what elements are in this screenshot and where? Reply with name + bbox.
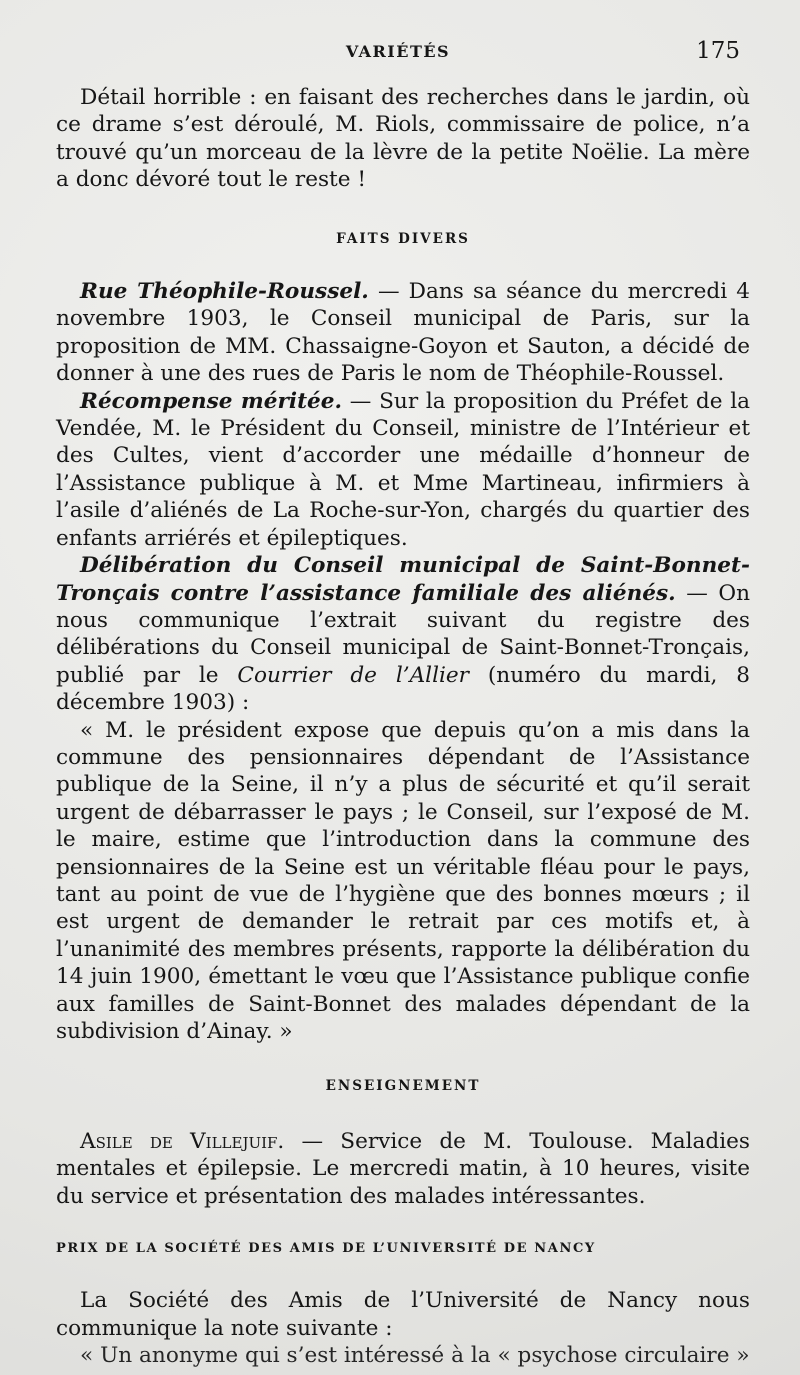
page-number: 175 xyxy=(696,38,740,64)
news-item-text: — Sur la proposition du Préfet de la Vendée, M. le Président du Conseil, ministre de l’Intérieur et des Cultes, vient d’accorder une médaille d’honneur de l’Assistance publique à M. et Mme Martineau, infirmiers à l’asile d’aliénés de La Roche-sur-Yon, chargés du quartier des enfants arriérés et épileptiques. xyxy=(56,388,750,551)
section-heading-faits-divers: FAITS DIVERS xyxy=(336,230,470,247)
enseignement-paragraph xyxy=(56,1128,750,1210)
running-title: VARIÉTÉS xyxy=(345,42,451,61)
news-item-title: Délibération du Conseil municipal de Saint-Bonnet-Tronçais contre l’assistance familiale des aliénés. xyxy=(56,553,750,606)
news-item-text: — Dans sa séance du mercredi 4 novembre 1903, le Conseil municipal de Paris, sur la proposition de MM. Chassaigne-Goyon et Sauton, a décidé de donner à une des rues de Paris le nom de Théophile-Roussel. xyxy=(56,279,750,387)
enseignement-lead: Asile de Villejuif. xyxy=(80,1128,285,1154)
news-item-recompense-meritee xyxy=(56,388,750,552)
journal-title: Courrier de l’Allier xyxy=(237,662,470,688)
news-item-deliberation xyxy=(56,552,750,716)
page-body xyxy=(56,84,750,1370)
enseignement-text: — Service de M. Toulouse. Maladies mentales et épilepsie. Le mercredi matin, à 10 heures, visite du service et présentation des malades intéressantes. xyxy=(56,1128,751,1209)
section-heading-enseignement: ENSEIGNEMENT xyxy=(325,1078,481,1095)
news-item-rue-theophile-roussel xyxy=(56,278,750,388)
intro-paragraph: Détail horrible : en faisant des recherches dans le jardin, où ce drame s’est déroulé, M. Riols, commissaire de police, n’a trouvé qu’un morceau de la lèvre de la petite Noëlie. La mère a donc dévoré tout le reste ! xyxy=(56,85,750,193)
news-item-title: Rue Théophile-Roussel. xyxy=(80,279,369,305)
news-item-text-end: (numéro du mardi, 8 décembre 1903) : xyxy=(56,662,750,716)
prix-quote-start: « Un anonyme qui s’est intéressé à la « psychose circulaire » xyxy=(80,1343,750,1369)
section-heading-prix: PRIX DE LA SOCIÉTÉ DES AMIS DE L’UNIVERSITÉ DE NANCY xyxy=(56,1241,596,1257)
news-item-text: — On nous communique l’extrait suivant du registre des délibérations du Conseil municipal de Saint-Bonnet-Tronçais, publié par le xyxy=(56,580,750,688)
news-item-title: Récompense méritée. xyxy=(80,388,343,414)
prix-paragraph: La Société des Amis de l’Université de Nancy nous communique la note suivante : xyxy=(56,1288,750,1341)
deliberation-quotation: « M. le président expose que depuis qu’on a mis dans la commune des pensionnaires dépendant de l’Assistance publique de la Seine, il n’y a plus de sécurité et qu’il serait urgent de débarrasser le pays ; le Conseil, sur l’exposé de M. le maire, estime que l’introduction dans la commune des pensionnaires de la Seine est un véritable fléau pour le pays, tant au point de vue de l’hygiène que des bonnes mœurs ; il est urgent de demander le retrait par ces motifs et, à l’unanimité des membres présents, rapporte la délibération du 14 juin 1900, émettant le vœu que l’Assistance publique confie aux familles de Saint-Bonnet des malades dépendant de la subdivision d’Ainay. » xyxy=(56,717,750,1044)
running-head xyxy=(56,38,740,68)
